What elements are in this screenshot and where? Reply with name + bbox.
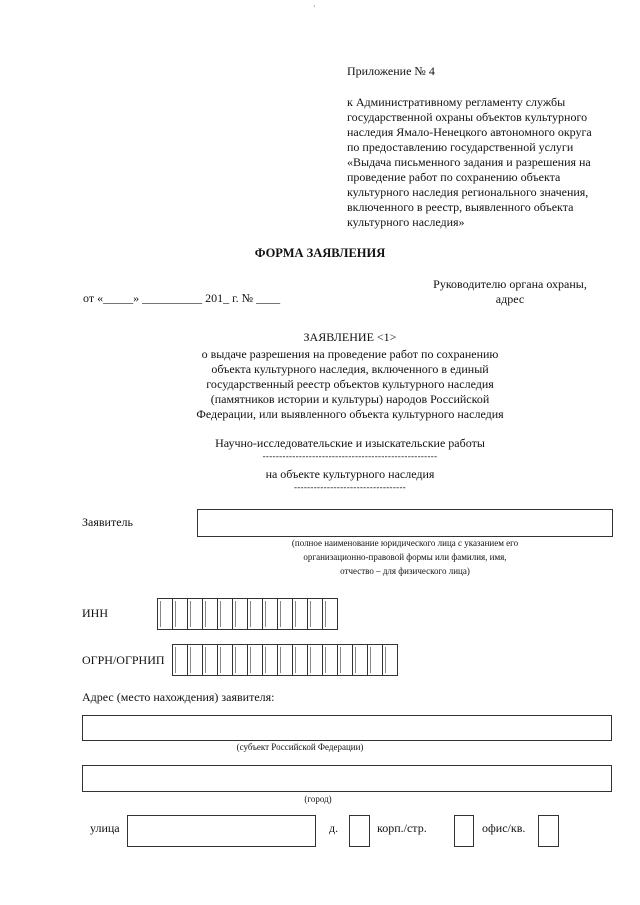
appendix-line: наследия Ямало-Ненецкого автономного округа — [347, 125, 592, 139]
work-object-text: на объекте культурного наследия — [265, 467, 435, 481]
ogrn-cell[interactable] — [368, 645, 383, 675]
addressee-line: Руководителю органа охраны, — [433, 277, 587, 291]
subject-caption: (субъект Российской Федерации) — [236, 742, 364, 752]
applicant-input[interactable] — [197, 509, 613, 537]
statement-title: ЗАЯВЛЕНИЕ <1> — [303, 330, 397, 344]
statement-block — [130, 330, 570, 422]
building-input[interactable] — [454, 815, 474, 847]
statement-line: объекта культурного наследия, включенного в единый — [211, 362, 489, 376]
applicant-caption-line: (полное наименование юридического лица с указанием его — [291, 538, 519, 548]
building-label: корп./стр. — [377, 821, 427, 835]
city-input[interactable] — [82, 765, 612, 792]
appendix-line: по предоставлению государственной услуги — [347, 140, 574, 154]
appendix-line: к Административному регламенту службы — [347, 95, 566, 109]
appendix-line: проведение работ по сохранению объекта — [347, 170, 561, 184]
inn-cell[interactable] — [203, 599, 218, 629]
house-input[interactable] — [349, 815, 370, 847]
ogrn-cell[interactable] — [278, 645, 293, 675]
inn-cell[interactable] — [173, 599, 188, 629]
work-object-underline: ---------------------------------- — [293, 482, 407, 492]
addressee-address: адрес — [495, 292, 525, 306]
subject-input[interactable] — [82, 715, 612, 741]
applicant-caption-line: организационно-правовой формы или фамилия, имя, — [303, 552, 507, 562]
ogrn-cell[interactable] — [338, 645, 353, 675]
date-number-line[interactable]: от «_____» __________ 201_ г. № ____ — [83, 291, 281, 305]
inn-cell[interactable] — [263, 599, 278, 629]
applicant-caption — [210, 536, 600, 578]
office-label: офис/кв. — [482, 821, 526, 835]
appendix-number: Приложение № 4 — [347, 64, 435, 78]
house-label: д. — [329, 821, 339, 835]
inn-cell[interactable] — [233, 599, 248, 629]
ogrn-cell[interactable] — [293, 645, 308, 675]
ogrn-cell[interactable] — [173, 645, 188, 675]
ogrn-cell[interactable] — [323, 645, 338, 675]
ogrn-cell[interactable] — [188, 645, 203, 675]
applicant-label: Заявитель — [82, 515, 133, 529]
inn-cell[interactable] — [158, 599, 173, 629]
street-input[interactable] — [127, 815, 316, 847]
ogrn-cell[interactable] — [353, 645, 368, 675]
appendix-header — [347, 64, 627, 230]
inn-label: ИНН — [82, 606, 108, 620]
address-heading: Адрес (место нахождения) заявителя: — [82, 690, 275, 704]
inn-cell[interactable] — [248, 599, 263, 629]
appendix-line: «Выдача письменного задания и разрешения на — [347, 155, 591, 169]
inn-cell[interactable] — [308, 599, 323, 629]
inn-input[interactable] — [157, 598, 338, 630]
inn-cell[interactable] — [278, 599, 293, 629]
statement-line: государственный реестр объектов культурного наследия — [206, 377, 494, 391]
inn-cell[interactable] — [218, 599, 233, 629]
inn-cell[interactable] — [323, 599, 338, 629]
work-type-text: Научно-исследовательские и изыскательские работы — [215, 436, 485, 450]
appendix-line: государственной охраны объектов культурного — [347, 110, 588, 124]
city-caption: (город) — [304, 794, 332, 804]
statement-line: Федерации, или выявленного объекта культурного наследия — [196, 407, 504, 421]
street-label: улица — [90, 821, 120, 835]
ogrn-cell[interactable] — [218, 645, 233, 675]
work-type-underline: ----------------------------------------------------- — [262, 451, 438, 461]
appendix-line: включенного в реестр, выявленного объекта — [347, 200, 574, 214]
statement-line: о выдаче разрешения на проведение работ по сохранению — [201, 347, 499, 361]
ogrn-cell[interactable] — [263, 645, 278, 675]
ogrn-cell[interactable] — [203, 645, 218, 675]
ogrn-cell[interactable] — [248, 645, 263, 675]
ogrn-cell[interactable] — [383, 645, 398, 675]
ogrn-label: ОГРН/ОГРНИП — [82, 653, 165, 667]
form-title: ФОРМА ЗАЯВЛЕНИЯ — [254, 246, 386, 260]
addressee-block — [400, 277, 620, 307]
applicant-caption-line: отчество – для физического лица) — [340, 566, 470, 576]
ogrn-input[interactable] — [172, 644, 398, 676]
inn-cell[interactable] — [188, 599, 203, 629]
scan-mark: · — [313, 2, 316, 11]
work-type-block — [150, 436, 550, 492]
appendix-line: культурного наследия» — [347, 215, 465, 229]
ogrn-cell[interactable] — [233, 645, 248, 675]
office-input[interactable] — [538, 815, 559, 847]
appendix-line: культурного наследия регионального значения, — [347, 185, 589, 199]
inn-cell[interactable] — [293, 599, 308, 629]
ogrn-cell[interactable] — [308, 645, 323, 675]
statement-line: (памятников истории и культуры) народов Российской — [210, 392, 490, 406]
